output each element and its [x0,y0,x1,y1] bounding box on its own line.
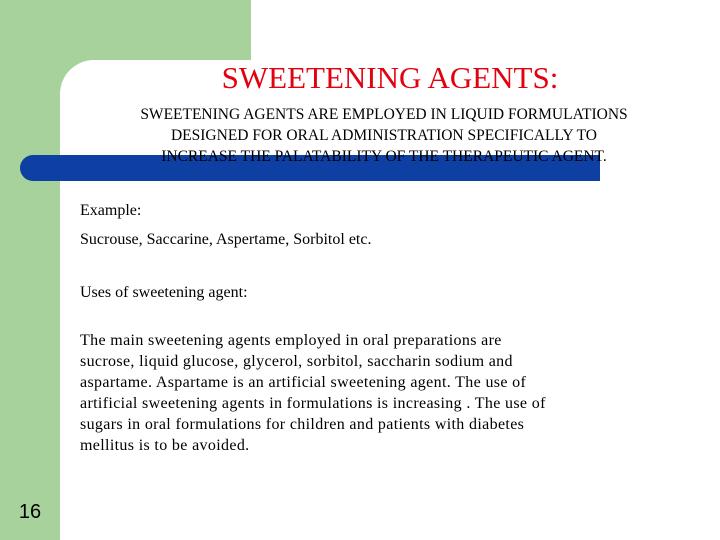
body-line: sucrose, liquid glucose, glycerol, sorbitol, saccharin sodium and [80,353,513,370]
subtitle-line: DESIGNED FOR ORAL ADMINISTRATION SPECIFICALLY TO [170,127,597,144]
subtitle-line: INCREASE THE PALATABILITY OF THE THERAPEUTIC AGENT. [161,148,607,165]
subtitle-line: SWEETENING AGENTS ARE EMPLOYED IN LIQUID FORMULATIONS [140,106,628,123]
page-number: 16 [18,501,42,523]
body-line: aspartame. Aspartame is an artificial sweetening agent. The use of [80,374,527,391]
example-text: Sucrouse, Saccarine, Aspertame, Sorbitol etc. [80,231,372,248]
uses-label: Uses of sweetening agent: [80,284,248,301]
body-line: mellitus is to be avoided. [80,437,250,454]
body-line: The main sweetening agents employed in oral preparations are [80,332,502,349]
example-label: Example: [80,202,142,219]
body-line: artificial sweetening agents in formulations is increasing . The use of [80,395,546,412]
body-paragraph [80,330,680,456]
body-line: sugars in oral formulations for children and patients with diabetes [80,416,525,433]
slide-title: SWEETENING AGENTS: [221,60,559,95]
slide-subtitle [92,104,676,167]
